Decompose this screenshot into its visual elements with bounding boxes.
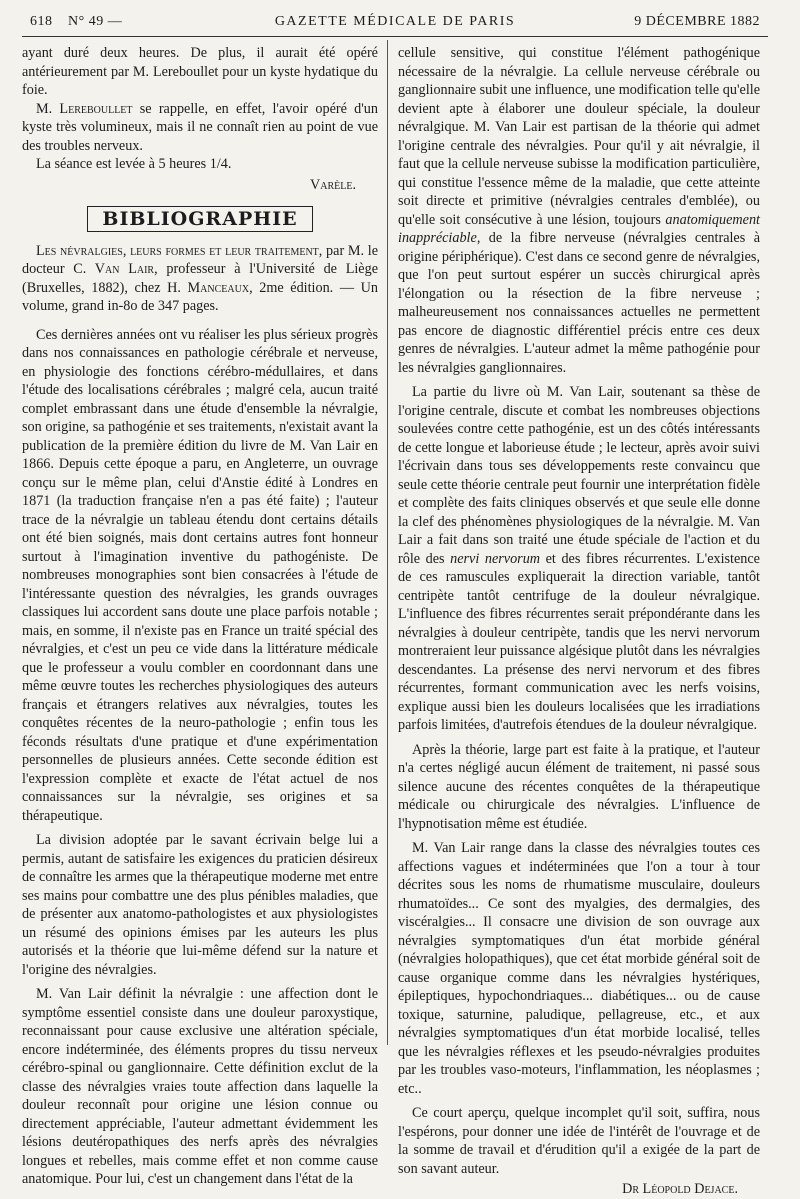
review-paragraph-4 (398, 44, 760, 377)
book-author: C. Van Lair (73, 261, 155, 277)
journal-title: GAZETTE MÉDICALE DE PARIS (274, 14, 516, 29)
seance-closing: La séance est levée à 5 heures 1/4. (36, 156, 232, 172)
secretary-signature: Varèle. (309, 176, 356, 193)
text-run: et des fibres récurrentes. L'existence de ces ramuscules expliquerait la direction variable, tantôt centripète tantôt centrifuge de la douleur névralgique. L'influence des fibres récurrentes serait prépondérante dans les névralgies à douleur centripète, tandis que les nervi nervorum montreraient leur puissance algésique plutôt dans les névralgies descendantes. La présense des nervi nervorum et des fibres récurrentes, formant communication avec les nerfs voisins, explique aussi bien les douleurs localisées que les irradiations parfois limitées, d'autrefois étendues de la douleur névralgique. (398, 550, 760, 733)
person-name: M. Lereboullet (36, 100, 133, 117)
column-divider (387, 40, 388, 1045)
review-paragraph-6: Après la théorie, large part est faite à la pratique, et l'auteur n'a certes négligé aucun élément de traitement, ni passé sous silence aucune des récentes conquêtes de la thérapeutique médicale ou chirurgicale des névralgies. L'influence de l'hypnotisation même est étudiée. (398, 741, 760, 832)
emphasis-text: nervi nervorum (450, 550, 541, 567)
issue-date: 9 DÉCEMBRE 1882 (634, 14, 760, 29)
issue-number: N° 49 — (68, 14, 123, 29)
book-by: , par M. le docteur (22, 242, 378, 277)
book-details-2: , 2me édition. — Un volume, grand in-8o de 347 pages. (22, 279, 378, 314)
text-run: , de la fibre nerveuse (névralgies centrales à origine périphérique). C'est dans ce second genre de névralgies, que l'on peut surtout espérer un succès chirurgical après l'élongation ou la résection de la fibre nerveuse ; malheureusement nos connaissances actuelles ne permettent pas encore de diagnostic différentiel précis entre ces deux genres de névralgies. L'auteur admet la même pathogénie pour les névralgies ganglionnaires. (398, 230, 760, 376)
bibliographie-title: BIBLIOGRAPHIE (87, 206, 312, 232)
section-heading (22, 206, 378, 232)
page-number: 618 (30, 14, 53, 29)
text-run: cellule sensitive, qui constitue l'élément pathogénique nécessaire de la névralgie. La cellule nerveuse cérébrale ou ganglionnaire subit une influence, une modification telle qu'elle devient apte à élaborer une douleur spéciale, la douleur névralgique. M. Van Lair est partisan de la théorie qui admet l'origine centrale des névralgies. Pour qu'il y ait névralgie, il faut que la cellule nerveuse subisse la modification particulière, qui constitue l'essence même de la maladie, que cette atteinte soit directe et primitive (névralgies centrales d'emblée), ou qu'elle soit consécutive à une lésion, toujours (398, 45, 760, 228)
emphasis-text: anatomiquement inappréciable (398, 211, 760, 246)
book-details-1: , professeur à l'Université de Liège (Bruxelles, 1882), chez H. (22, 261, 378, 296)
review-paragraph-5 (398, 383, 760, 735)
running-header (30, 14, 760, 36)
book-title: Les névralgies, leurs formes et leur traitement (36, 242, 319, 259)
left-column (22, 44, 378, 1189)
header-rule (22, 36, 768, 37)
continuation-paragraph: ayant duré deux heures. De plus, il aurait été opéré antérieurement par M. Lereboullet pour un kyste hydatique du foie. (22, 45, 378, 98)
text-run: La partie du livre où M. Van Lair, soutenant sa thèse de l'origine centrale, discute et combat les nombreuses objections soulevées contre cette pathogénie, est un des côtés intéressants de cette longue et laborieuse étude ; le lecteur, après avoir suivi l'écrivain dans tous ses développements reste convaincu que seule cette théorie centrale peut fournir une interprétation fidèle et complète des faits cliniques observés et que seule elle donne la clef des phénomènes physiologiques de la névralgie. M. Van Lair a fait dans son traité une étude spéciale de l'action et du rôle des (398, 384, 760, 567)
lereboullet-paragraph (22, 100, 378, 156)
reviewer-signature: Dr Léopold Dejace. (622, 1181, 738, 1197)
review-paragraph-7: M. Van Lair range dans la classe des névralgies toutes ces affections vagues et indéterminées que l'on a tour à tour décrites sous les noms de rhumatisme musculaire, douleurs rhumatoïdes... Ce sont des myalgies, des dermalgies, des viscéralgies... Il consacre une division de son ouvrage aux névralgies symptomatiques d'un état morbide général (névralgies holopathiques), que cet état morbide général soit de cause organique comme dans les névralgies hystériques, épileptiques, hypochondriaques... diabétiques... ou de cause toxique, saturnine, paludique, pellagreuse, etc., et aux névralgies symptomatiques d'un état morbide localisé, telles que les névralgies réflexes et les pseudo-névralgies produites par les troubles vaso-moteurs, l'inflammation, les néoplasmes ; etc.. (398, 840, 760, 1097)
lereboullet-text: se rappelle, en effet, l'avoir opéré d'un kyste très volumineux, mais il ne connaît rien au point de vue des troubles nerveux. (22, 100, 378, 154)
review-paragraph-8: Ce court aperçu, quelque incomplet qu'il soit, suffira, nous l'espérons, pour donner une idée de l'intérêt de l'ouvrage et de la somme de travail et d'érudition qu'il a exigée de la part de son savant auteur. (398, 1105, 760, 1177)
review-paragraph-1: Ces dernières années ont vu réaliser les plus sérieux progrès dans nos connaissances en pathologie cérébrale et nerveuse, en physiologie des fonctions cérébro-médullaires, et dans l'étude des localisations cérébrales ; malgré cela, aucun traité complet embrassant dans une étude d'ensemble la névralgie, son origine, sa pathogénie et ses traitements, n'existait avant la publication de la première édition du livre de M. Van Lair en 1866. Depuis cette époque a paru, en Angleterre, un ouvrage conçu sur le même plan, celui d'Anstie édité à Londres en 1871 (la traduction française n'en a pas été faite) ; l'auteur trace de la névralgie un tableau étendu dont certains détails ont été bien soignés, mais dont certains autres font honneur surtout à l'imagination inventive du pathogéniste. De nombreuses monographies sont bien consacrées à l'étude de l'intéressante question des névralgies, les grands ouvrages classiques lui accordent sans doute une place parfois notable ; mais, en somme, il n'existe pas en France un traité spécial des névralgies, et c'est un peu ce vide dans la littérature médicale que le professeur a voulu combler en coordonnant dans une même œuvre toutes les recherches physiologiques des auteurs français et étrangers relatives aux névralgies, toutes les conquêtes récentes de la neuro-pathologie ; enfin tous les féconds résultats d'une pratique et d'une expérimentation personnelles de plusieurs années. Cette seconde édition est l'expression complète et exacte de l'état actuel de nos connaissances sur la névralgie, ses origines et sa thérapeutique. (22, 326, 378, 824)
book-publisher: Manceaux (187, 279, 250, 296)
review-paragraph-3: M. Van Lair définit la névralgie : une affection dont le symptôme essentiel consiste dans une douleur paroxystique, reconnaissant pour cause exclusive une altération spéciale, encore indéterminée, des éléments propres du tissu nerveux cérébro-spinal ou ganglionnaire. Cette définition exclut de la classe des névralgies vraies toute affection dans laquelle la douleur reconnaît pour origine une lésion connue ou directement appréciable, l'auteur admettant évidemment les lésions deutéropathiques des nerfs après des névralgies longues et rebelles, mais comme effet et non comme cause anatomique. Pour lui, c'est un changement dans l'état de la (22, 986, 378, 1187)
review-paragraph-2: La division adoptée par le savant écrivain belge lui a permis, autant de satisfaire les exigences du praticien désireux de connaître les armes que la thérapeutique moderne met entre ses mains pour combattre une des plus pénibles maladies, que de présenter aux anatomo-pathologistes et aux physiologistes un résumé des opinions émises par les auteurs les plus autorisés et la théorie que lui-même défend sur la nature et l'origine des névralgies. (22, 832, 378, 978)
book-citation (22, 242, 378, 316)
right-column (398, 44, 760, 1199)
